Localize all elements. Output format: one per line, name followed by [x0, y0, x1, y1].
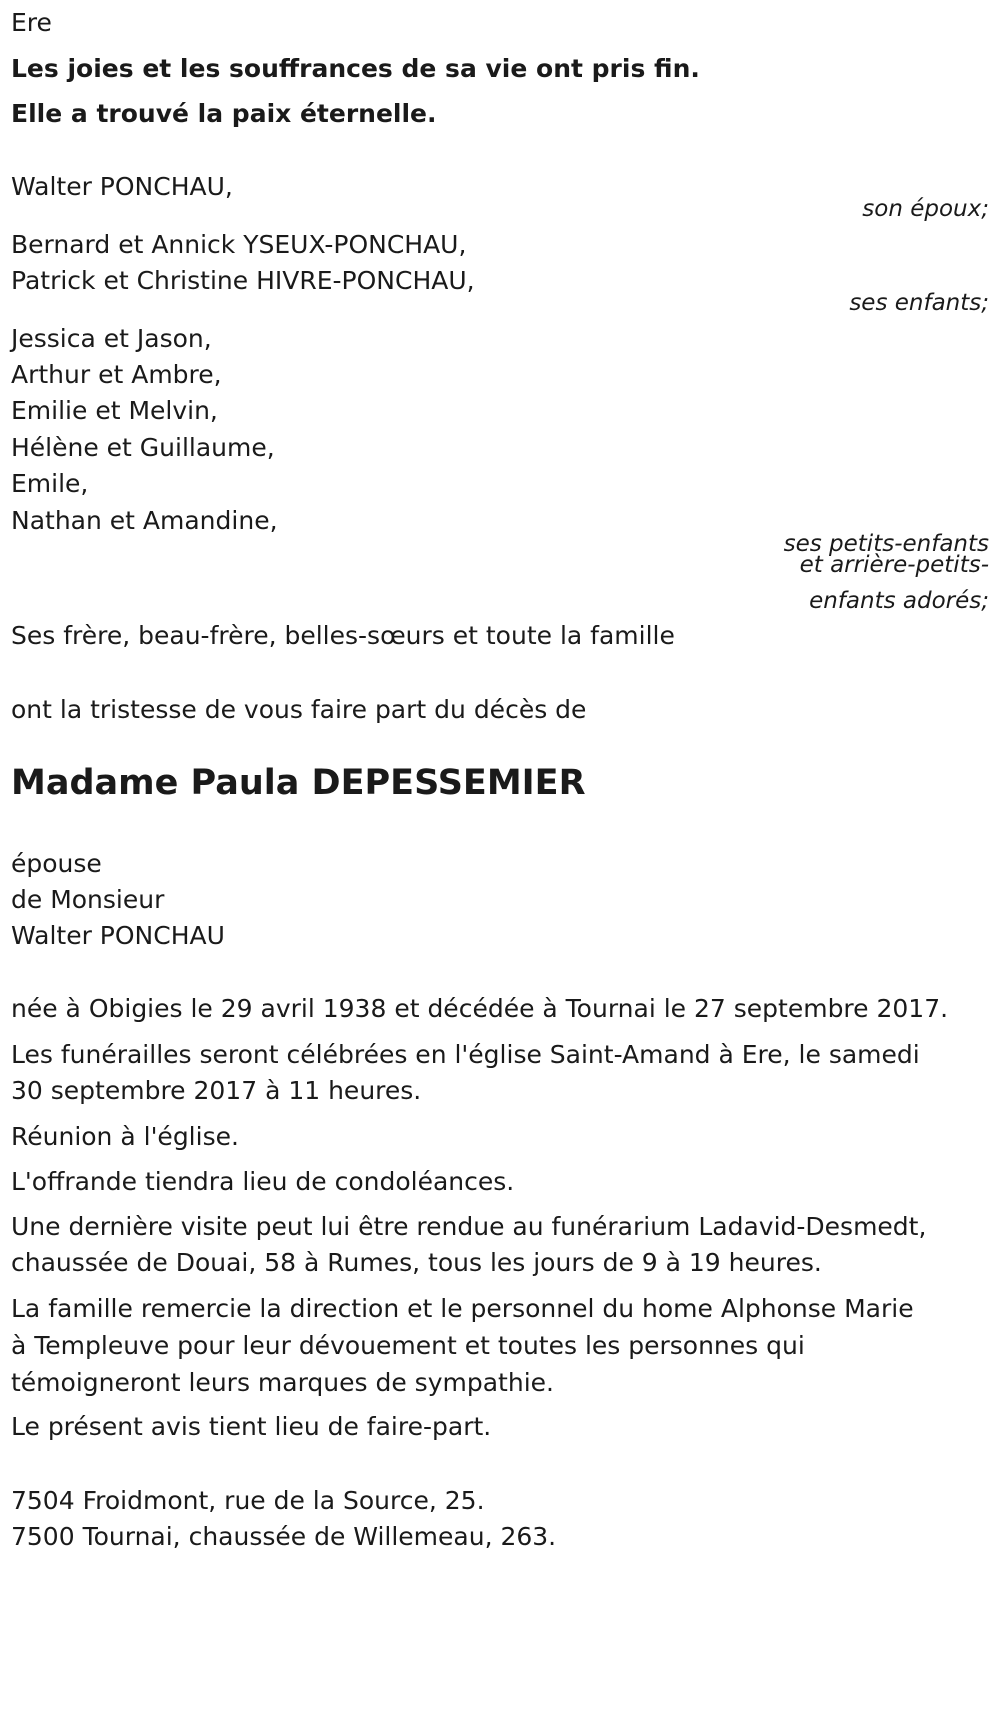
- thanks-line: à Templeuve pour leur dévouement et toutes les personnes qui: [11, 1331, 805, 1360]
- visit-line: chaussée de Douai, 58 à Rumes, tous les jours de 9 à 19 heures.: [11, 1248, 822, 1277]
- quote-line-2: Elle a trouvé la paix éternelle.: [11, 99, 437, 128]
- meeting-text: Réunion à l'église.: [11, 1122, 239, 1151]
- child-line: Patrick et Christine HIVRE-PONCHAU,: [11, 266, 475, 295]
- spouse-role: son époux;: [862, 196, 989, 222]
- thanks-line: témoigneront leurs marques de sympathie.: [11, 1368, 554, 1397]
- grandchild-line: Nathan et Amandine,: [11, 506, 278, 535]
- grandchild-line: Emile,: [11, 469, 89, 498]
- thanks-line: La famille remercie la direction et le personnel du home Alphonse Marie: [11, 1294, 914, 1323]
- funeral-line: Les funérailles seront célébrées en l'église Saint-Amand à Ere, le samedi: [11, 1040, 920, 1069]
- grandchild-line: Emilie et Melvin,: [11, 396, 218, 425]
- spouse-name: Walter PONCHAU,: [11, 172, 233, 201]
- quote-line-1: Les joies et les souffrances de sa vie ont pris fin.: [11, 54, 700, 83]
- grandchild-line: Arthur et Ambre,: [11, 360, 222, 389]
- children-role: ses enfants;: [849, 290, 989, 316]
- relation-line: épouse: [11, 849, 102, 878]
- announcement-text: ont la tristesse de vous faire part du décès de: [11, 695, 587, 724]
- relation-line: de Monsieur: [11, 885, 165, 914]
- visit-line: Une dernière visite peut lui être rendue au funérarium Ladavid-Desmedt,: [11, 1212, 927, 1241]
- offering-text: L'offrande tiendra lieu de condoléances.: [11, 1167, 515, 1196]
- address-line: 7500 Tournai, chaussée de Willemeau, 263.: [11, 1522, 557, 1551]
- grandchild-line: Jessica et Jason,: [11, 324, 212, 353]
- place-name: Ere: [11, 8, 52, 37]
- extended-family: Ses frère, beau-frère, belles-sœurs et toute la famille: [11, 621, 675, 650]
- child-line: Bernard et Annick YSEUX-PONCHAU,: [11, 230, 467, 259]
- address-line: 7504 Froidmont, rue de la Source, 25.: [11, 1486, 485, 1515]
- grandchildren-role-line: enfants adorés;: [809, 588, 989, 614]
- relation-line: Walter PONCHAU: [11, 921, 225, 950]
- grandchild-line: Hélène et Guillaume,: [11, 433, 275, 462]
- deceased-name: Madame Paula DEPESSEMIER: [11, 763, 586, 803]
- notice-text: Le présent avis tient lieu de faire-part.: [11, 1412, 492, 1441]
- funeral-line: 30 septembre 2017 à 11 heures.: [11, 1076, 422, 1105]
- birth-death-text: née à Obigies le 29 avril 1938 et décédée à Tournai le 27 septembre 2017.: [11, 994, 949, 1023]
- grandchildren-role-line: ses petits-enfants: [783, 531, 989, 557]
- grandchildren-role-line: et arrière-petits-: [799, 552, 989, 578]
